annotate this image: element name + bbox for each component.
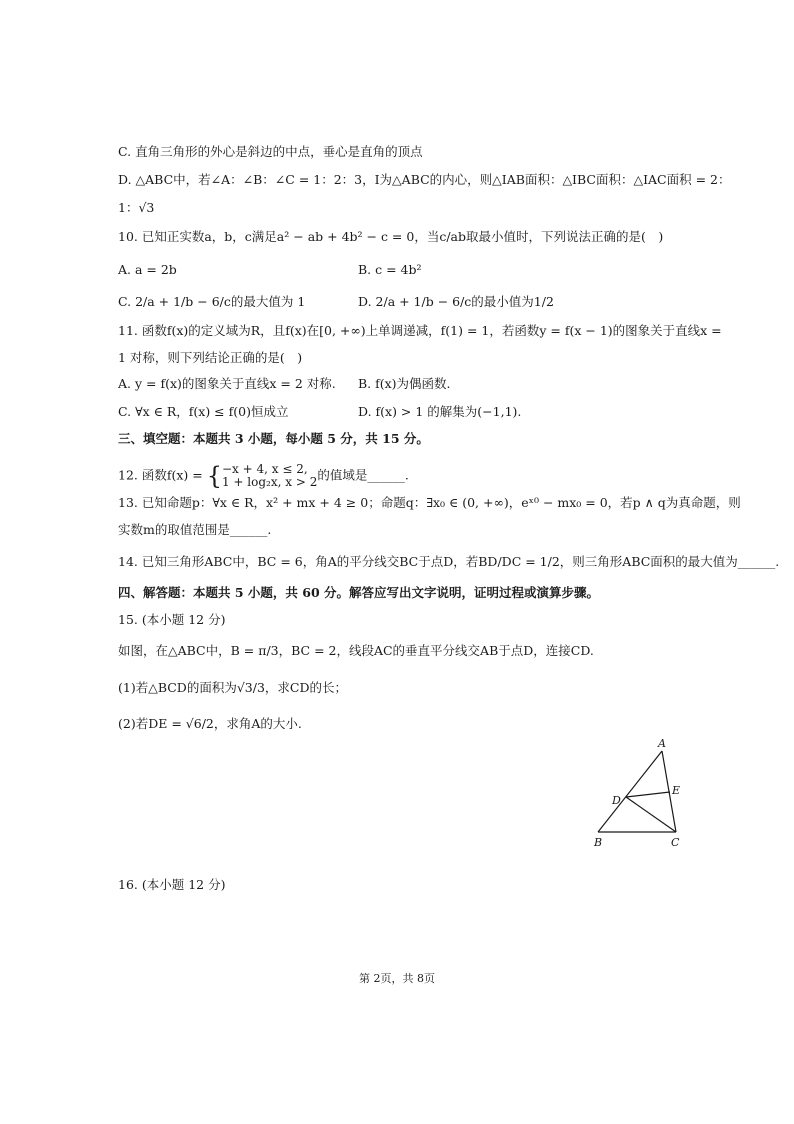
q12-prefix: 12. 函数f(x) =: [118, 467, 207, 483]
q15-part1: (1)若△BCD的面积为√3/3，求CD的长；: [118, 680, 347, 695]
q12-case-2: 1 + log₂x, x > 2: [221, 475, 318, 489]
q10-stem: 10. 已知正实数a，b，c满足a² − ab + 4b² − c = 0，当c/ab取最小值时，下列说法正确的是( ): [118, 229, 664, 244]
segment-de: [626, 792, 670, 797]
segment-dc: [626, 797, 676, 832]
q12: [118, 463, 409, 489]
q12-cases: [222, 463, 317, 489]
q11-option-d: D. f(x) > 1 的解集为(−1,1).: [358, 404, 522, 419]
q10-option-b: B. c = 4b²: [358, 262, 422, 277]
edge-ab: [598, 751, 662, 832]
label-c: C: [671, 836, 680, 849]
q9-option-d-line1: D. △ABC中，若∠A：∠B：∠C = 1：2：3，I为△ABC的内心，则△IAB面积：△IBC面积：△IAC面积 = 2：: [118, 172, 731, 187]
section-4-heading: 四、解答题：本题共 5 小题，共 60 分。解答应写出文字说明，证明过程或演算步骤。: [118, 585, 600, 600]
q9-option-d-line2: 1：√3: [118, 200, 155, 215]
q9-option-c: C. 直角三角形的外心是斜边的中点，垂心是直角的顶点: [118, 144, 423, 159]
q10-option-d: D. 2/a + 1/b − 6/c的最小值为1/2: [358, 294, 554, 309]
q16-title: 16. (本小题 12 分): [118, 877, 226, 892]
q12-brace: {: [206, 462, 222, 490]
label-d: D: [612, 794, 621, 807]
section-3-heading: 三、填空题：本题共 3 小题，每小题 5 分，共 15 分。: [118, 431, 429, 446]
label-e: E: [672, 784, 681, 797]
q13-stem-line1: 13. 已知命题p：∀x ∈ R，x² + mx + 4 ≥ 0；命题q：∃x₀ ∈ (0, +∞)，eˣ⁰ − mx₀ = 0，若p ∧ q为真命题，则: [118, 495, 741, 510]
label-b: B: [594, 836, 603, 849]
q10-option-a: A. a = 2b: [118, 262, 177, 277]
q15-body: 如图，在△ABC中，B = π/3，BC = 2，线段AC的垂直平分线交AB于点D，连接CD.: [118, 643, 594, 658]
q11-stem-line1: 11. 函数f(x)的定义域为R，且f(x)在[0, +∞)上单调递减，f(1) = 1，若函数y = f(x − 1)的图象关于直线x =: [118, 323, 722, 338]
page-footer: 第 2页，共 8页: [359, 972, 435, 985]
label-a: A: [658, 737, 666, 750]
q11-option-a: A. y = f(x)的图象关于直线x = 2 对称.: [118, 376, 336, 391]
q11-option-c: C. ∀x ∈ R，f(x) ≤ f(0)恒成立: [118, 404, 289, 419]
q15-title: 15. (本小题 12 分): [118, 612, 226, 627]
q12-suffix: 的值域是______.: [317, 467, 409, 483]
triangle-figure: [586, 734, 696, 854]
q14-stem: 14. 已知三角形ABC中，BC = 6，角A的平分线交BC于点D，若BD/DC = 1/2，则三角形ABC面积的最大值为______.: [118, 554, 780, 569]
q11-stem-line2: 1 对称，则下列结论正确的是( ): [118, 350, 303, 365]
q10-option-c: C. 2/a + 1/b − 6/c的最大值为 1: [118, 294, 306, 309]
q15-part2: (2)若DE = √6/2，求角A的大小.: [118, 716, 302, 731]
q13-stem-line2: 实数m的取值范围是______.: [118, 522, 272, 537]
q12-case-1: −x + 4, x ≤ 2,: [221, 462, 308, 476]
q11-option-b: B. f(x)为偶函数.: [358, 376, 451, 391]
